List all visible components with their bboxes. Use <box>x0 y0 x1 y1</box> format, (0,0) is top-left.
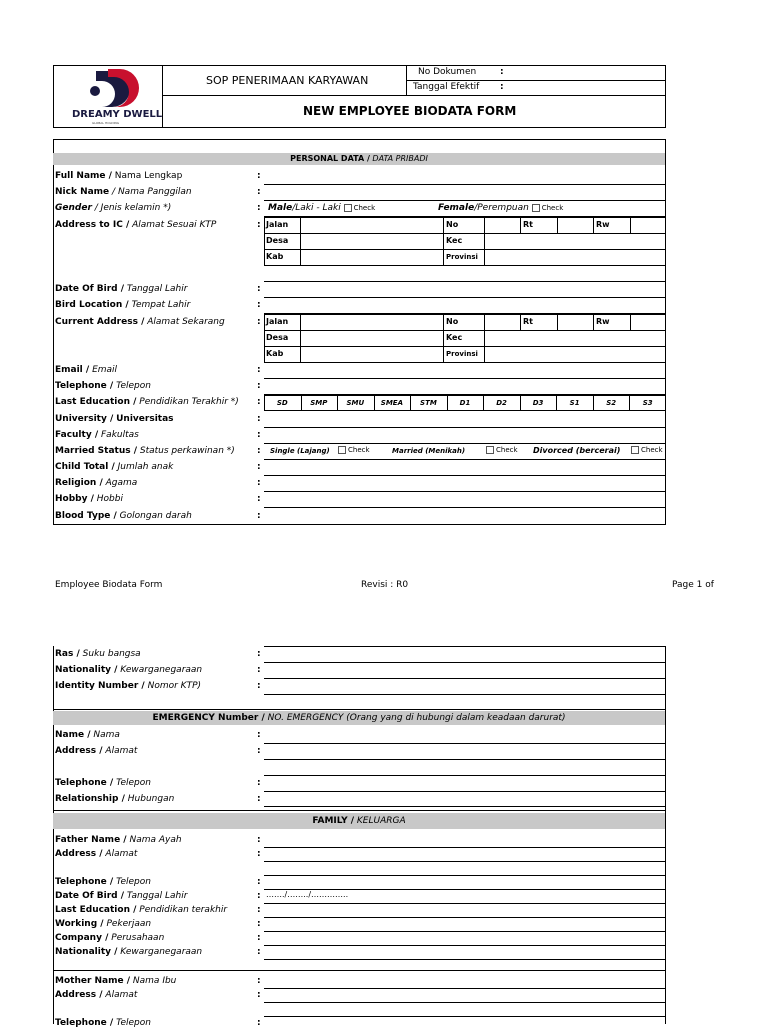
colon: : <box>257 905 261 915</box>
faculty-field[interactable] <box>264 443 665 444</box>
father-address-label: Address / Alamat <box>55 849 138 859</box>
colon: : <box>257 381 261 391</box>
header-divider <box>406 80 666 81</box>
religion-label: Religion / Agama <box>55 478 138 488</box>
email-label: Email / Email <box>55 365 118 375</box>
relationship-field[interactable] <box>264 806 665 807</box>
kec-label: Kec <box>446 236 463 245</box>
father-name-label: Father Name / Nama Ayah <box>55 835 182 845</box>
education-divider <box>593 395 594 411</box>
university-field[interactable] <box>264 427 665 428</box>
no-label: No <box>446 220 459 229</box>
colon: : <box>257 317 261 327</box>
emergency-telephone-label: Telephone / Telepon <box>55 778 151 788</box>
child-total-field[interactable] <box>264 475 665 476</box>
father-working-label: Working / Pekerjaan <box>55 919 152 929</box>
sop-title: SOP PENERIMAAN KARYAWAN <box>206 74 369 87</box>
mother-telephone-label: Telephone / Telepon <box>55 1018 151 1028</box>
married-checkbox[interactable]: Check <box>486 446 518 454</box>
rt-label: Rt <box>523 220 533 229</box>
gender-male-option[interactable]: Male/Laki - Laki Check <box>268 203 376 213</box>
family-section-header: FAMILY / KELUARGA <box>53 813 665 829</box>
dob-field[interactable] <box>264 297 665 298</box>
father-company-label: Company / Perusahaan <box>55 933 165 943</box>
colon: : <box>257 947 261 957</box>
ras-label: Ras / Suku bangsa <box>55 649 141 659</box>
colon: : <box>257 849 261 859</box>
colon: : <box>257 919 261 929</box>
bird-location-label: Bird Location / Tempat Lahir <box>55 300 191 310</box>
education-divider <box>337 395 338 411</box>
kec-label: Kec <box>446 333 463 342</box>
personal-section-header <box>53 153 665 165</box>
address-ic-label: Address to IC / Alamat Sesuai KTP <box>55 220 217 230</box>
colon: : <box>257 446 261 456</box>
desa-label: Desa <box>266 236 289 245</box>
no-label: No <box>446 317 459 326</box>
colon: : <box>257 430 261 440</box>
colon: : <box>257 794 261 804</box>
emergency-address-label: Address / Alamat <box>55 746 138 756</box>
checkbox-icon[interactable] <box>486 446 494 454</box>
colon: : <box>257 494 261 504</box>
divorced-checkbox[interactable]: Check <box>631 446 663 454</box>
father-name-field[interactable] <box>264 847 665 848</box>
education-divider <box>374 395 375 411</box>
nationality-field[interactable] <box>264 678 665 679</box>
colon: : <box>257 681 261 691</box>
current-address-label: Current Address / Alamat Sekarang <box>55 317 225 327</box>
father-nationality-label: Nationality / Kewarganegaraan <box>55 947 203 957</box>
education-divider <box>629 395 630 411</box>
colon: : <box>257 511 261 521</box>
father-dob-label: Date Of Bird / Tanggal Lahir <box>55 891 188 901</box>
rw-label: Rw <box>596 220 610 229</box>
education-divider <box>483 395 484 411</box>
logo-mark-icon <box>62 67 157 107</box>
jalan-label: Jalan <box>266 220 289 229</box>
form-title: NEW EMPLOYEE BIODATA FORM <box>303 104 517 118</box>
colon: : <box>257 730 261 740</box>
colon: : <box>257 778 261 788</box>
ras-field[interactable] <box>264 662 665 663</box>
education-option-d2[interactable]: D2 <box>496 399 507 407</box>
education-option-sd[interactable]: SD <box>276 399 288 407</box>
colon: : <box>257 478 261 488</box>
relationship-label: Relationship / Hubungan <box>55 794 175 804</box>
university-label: University / Universitas <box>55 414 174 424</box>
hobby-label: Hobby / Hobbi <box>55 494 123 504</box>
full-name-label: Full Name / Nama Lengkap <box>55 171 183 181</box>
tanggal-efektif-colon: : <box>500 82 504 92</box>
rw-label: Rw <box>596 317 610 326</box>
emergency-telephone-field[interactable] <box>264 791 665 792</box>
single-checkbox[interactable]: Check <box>338 446 370 454</box>
colon: : <box>257 933 261 943</box>
education-option-smu[interactable]: SMU <box>346 399 365 407</box>
colon: : <box>257 649 261 659</box>
hobby-field[interactable] <box>264 507 665 508</box>
divorced-option[interactable]: Divorced (bercerai) <box>533 446 621 455</box>
colon: : <box>257 220 261 230</box>
rt-label: Rt <box>523 317 533 326</box>
colon: : <box>257 877 261 887</box>
gender-label: Gender / Jenis kelamin *) <box>55 203 172 213</box>
provinsi-label: Provinsi <box>446 350 478 358</box>
header-divider <box>162 95 666 96</box>
married-option[interactable]: Married (Menikah) <box>392 447 466 455</box>
education-option-smp[interactable]: SMP <box>310 399 328 407</box>
single-option[interactable]: Single (Lajang) <box>270 447 330 455</box>
education-option-smea[interactable]: SMEA <box>380 399 403 407</box>
nick-name-field[interactable] <box>264 200 665 201</box>
colon: : <box>257 665 261 675</box>
colon: : <box>257 1018 261 1028</box>
company-name: DREAMY DWELL <box>72 109 163 120</box>
checkbox-icon[interactable] <box>631 446 639 454</box>
footer-page: Page 1 of <box>672 580 714 590</box>
father-telephone-label: Telephone / Telepon <box>55 877 151 887</box>
identity-number-field[interactable] <box>264 694 665 695</box>
no-dokumen-label: No Dokumen <box>418 67 477 77</box>
colon: : <box>257 300 261 310</box>
father-dob-field[interactable]: ……./……../………….. <box>266 890 349 899</box>
faculty-label: Faculty / Fakultas <box>55 430 139 440</box>
colon: : <box>257 462 261 472</box>
religion-field[interactable] <box>264 491 665 492</box>
section-title-id: DATA PRIBADI <box>372 154 428 163</box>
identity-number-label: Identity Number / Nomor KTP) <box>55 681 202 691</box>
father-education-label: Last Education / Pendidikan terakhir <box>55 905 228 915</box>
checkbox-icon[interactable] <box>344 204 352 212</box>
provinsi-label: Provinsi <box>446 253 478 261</box>
kab-label: Kab <box>266 349 284 358</box>
colon: : <box>257 891 261 901</box>
full-name-field[interactable] <box>264 184 665 185</box>
education-option-s2[interactable]: S2 <box>606 399 617 407</box>
education-divider <box>447 395 448 411</box>
mother-name-field[interactable] <box>264 988 665 989</box>
page2-left-border <box>53 646 54 1024</box>
colon: : <box>257 187 261 197</box>
child-total-label: Child Total / Jumlah anak <box>55 462 174 472</box>
colon: : <box>257 171 261 181</box>
tanggal-efektif-label: Tanggal Efektif <box>413 82 480 92</box>
education-option-stm[interactable]: STM <box>420 399 437 407</box>
colon: : <box>257 746 261 756</box>
education-option-d3[interactable]: D3 <box>532 399 544 407</box>
education-option-s3[interactable]: S3 <box>642 399 653 407</box>
telephone-label: Telephone / Telepon <box>55 381 151 391</box>
colon: : <box>257 284 261 294</box>
colon: : <box>257 203 261 213</box>
education-divider <box>556 395 557 411</box>
gender-female-option[interactable]: Female/Perempuan Check <box>438 203 564 213</box>
dob-label: Date Of Bird / Tanggal Lahir <box>55 284 188 294</box>
checkbox-icon[interactable] <box>338 446 346 454</box>
colon: : <box>257 397 261 407</box>
blood-type-label: Blood Type / Golongan darah <box>55 511 192 521</box>
education-divider <box>410 395 411 411</box>
married-status-label: Married Status / Status perkawinan *) <box>55 446 235 456</box>
section-title-en: PERSONAL DATA / <box>290 154 370 163</box>
education-option-s1[interactable]: S1 <box>569 399 580 407</box>
education-option-d1[interactable]: D1 <box>459 399 471 407</box>
page2-right-border <box>665 646 666 1024</box>
colon: : <box>257 835 261 845</box>
checkbox-icon[interactable] <box>532 204 540 212</box>
footer-revision: Revisi : R0 <box>361 580 409 590</box>
no-dokumen-colon: : <box>500 67 504 77</box>
mother-name-label: Mother Name / Nama Ibu <box>55 976 177 986</box>
colon: : <box>257 990 261 1000</box>
company-tagline: GLOBAL HOLDING <box>92 121 120 125</box>
mother-address-label: Address / Alamat <box>55 990 138 1000</box>
desa-label: Desa <box>266 333 289 342</box>
company-logo <box>62 67 163 125</box>
nationality-label: Nationality / Kewarganegaraan <box>55 665 203 675</box>
jalan-label: Jalan <box>266 317 289 326</box>
education-divider <box>520 395 521 411</box>
colon: : <box>257 976 261 986</box>
nick-name-label: Nick Name / Nama Panggilan <box>55 187 192 197</box>
colon: : <box>257 414 261 424</box>
education-divider <box>301 395 302 411</box>
footer-form-name: Employee Biodata Form <box>55 580 163 590</box>
kab-label: Kab <box>266 252 284 261</box>
colon: : <box>257 365 261 375</box>
last-education-label: Last Education / Pendidikan Terakhir *) <box>55 397 239 407</box>
emergency-name-field[interactable] <box>264 743 665 744</box>
emergency-section-header: EMERGENCY Number / NO. EMERGENCY (Orang yang di hubungi dalam keadaan darurat) <box>53 711 665 725</box>
emergency-name-label: Name / Nama <box>55 730 120 740</box>
